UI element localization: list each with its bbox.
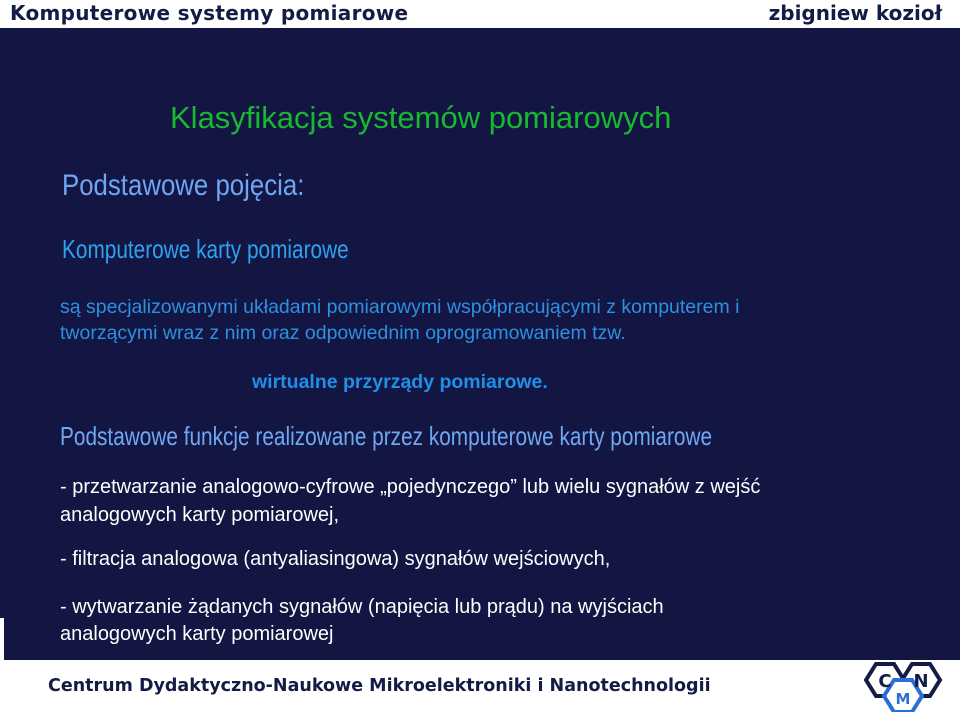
slide-content [0, 28, 960, 660]
svg-text:C: C [878, 671, 892, 692]
function-item-2: - filtracja analogowa (antyaliasingowa) sygnałów wejściowych, [60, 548, 611, 570]
footer-institution: Centrum Dydaktyczno-Naukowe Mikroelektroniki i Nanotechnologii [48, 676, 711, 696]
header-bar [0, 0, 960, 28]
svg-text:N: N [913, 671, 929, 692]
author-name: zbigniew kozioł [768, 1, 942, 25]
definition-line-1: są specjalizowanymi układami pomiarowymi współpracującymi z komputerem i [60, 296, 740, 318]
cmn-logo-icon [864, 660, 956, 712]
card-heading: Komputerowe karty pomiarowe [62, 234, 349, 264]
svg-text:M: M [895, 690, 911, 708]
course-title: Komputerowe systemy pomiarowe [10, 1, 409, 25]
function-item-3-line-1: - wytwarzanie żądanych sygnałów (napięcia lub prądu) na wyjściach [60, 596, 664, 618]
functions-heading: Podstawowe funkcje realizowane przez komputerowe karty pomiarowe [60, 421, 713, 451]
slide-subtitle: Podstawowe pojęcia: [62, 169, 305, 202]
function-item-1-line-1: - przetwarzanie analogowo-cyfrowe „pojedynczego” lub wielu sygnałów z wejść [60, 476, 761, 498]
highlight-term: wirtualne przyrządy pomiarowe. [252, 371, 548, 393]
function-item-1-line-2: analogowych karty pomiarowej, [60, 504, 340, 526]
definition-line-2: tworzącymi wraz z nim oraz odpowiednim oprogramowaniem tzw. [60, 322, 626, 344]
function-item-3-line-2: analogowych karty pomiarowej [60, 623, 334, 645]
slide-title: Klasyfikacja systemów pomiarowych [170, 100, 672, 135]
